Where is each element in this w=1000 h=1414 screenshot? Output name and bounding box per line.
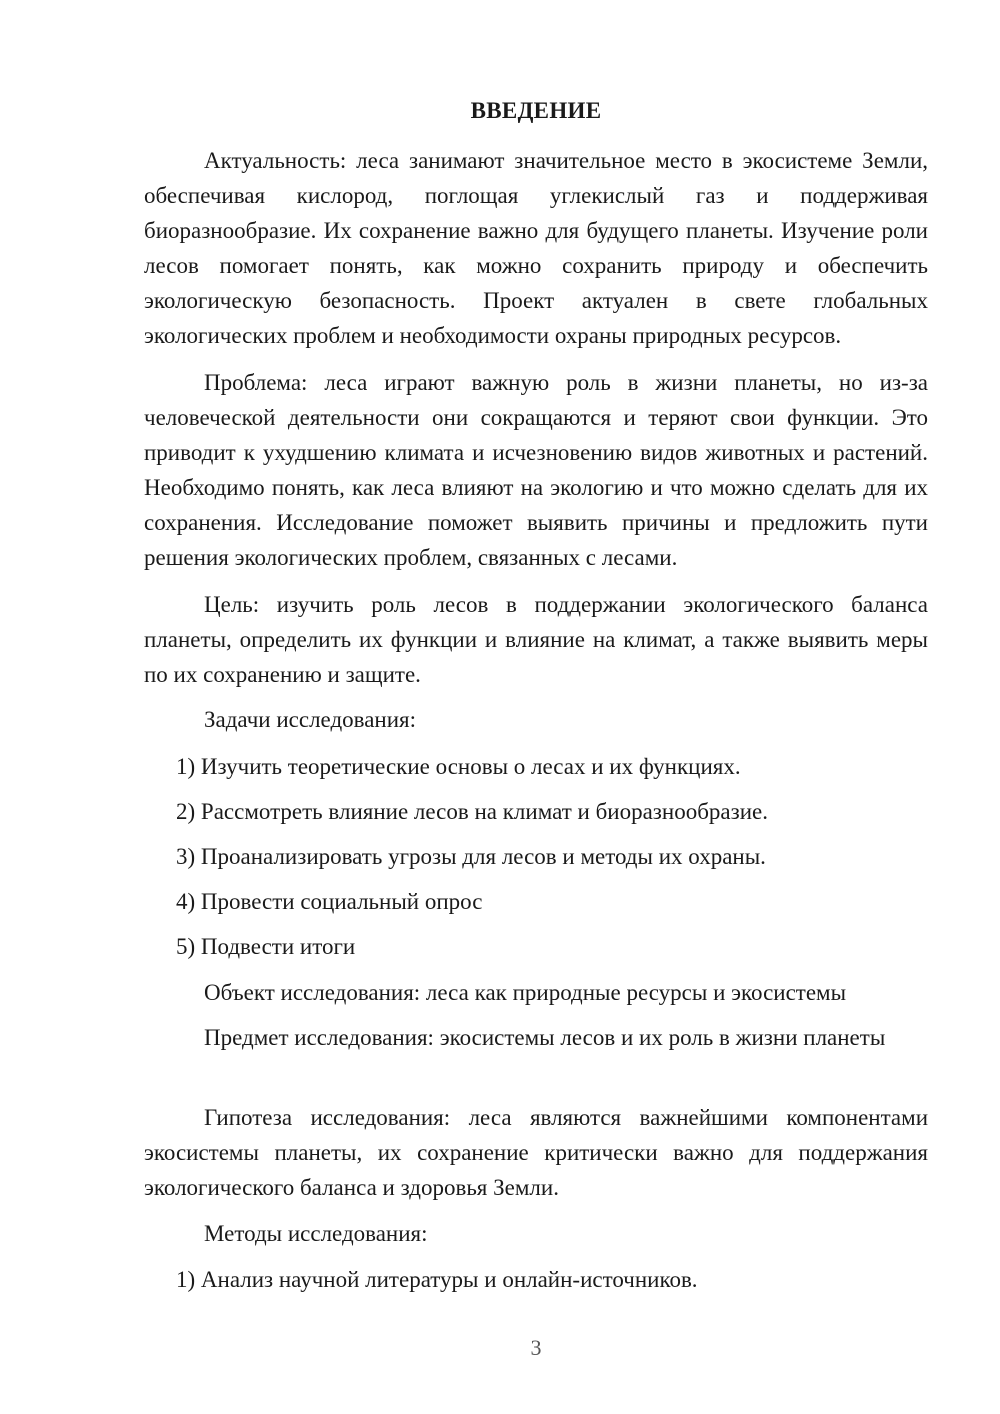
page-number: 3 [530, 1335, 542, 1360]
task-item-5: 5) Подвести итоги [176, 934, 356, 959]
hypothesis-paragraph: Гипотеза исследования: леса являются важнейшими компонентами экосистемы планеты, их сохранение критически важно для поддержания экологического баланса и здоровья Земли. [144, 1105, 928, 1200]
task-item-1: 1) Изучить теоретические основы о лесах и их функциях. [176, 754, 741, 779]
task-item-4: 4) Провести социальный опрос [176, 889, 483, 914]
method-item-1: 1) Анализ научной литературы и онлайн-источников. [176, 1267, 698, 1292]
section-heading: ВВЕДЕНИЕ [470, 98, 602, 123]
methods-heading: Методы исследования: [204, 1221, 428, 1246]
tasks-heading: Задачи исследования: [204, 707, 417, 732]
subject-paragraph: Предмет исследования: экосистемы лесов и их роль в жизни планеты [204, 1025, 886, 1050]
object-paragraph: Объект исследования: леса как природные ресурсы и экосистемы [204, 980, 847, 1005]
task-item-3: 3) Проанализировать угрозы для лесов и методы их охраны. [176, 844, 766, 869]
problem-paragraph: Проблема: леса играют важную роль в жизни планеты, но из-за человеческой деятельности они сокращаются и теряют свои функции. Это приводит к ухудшению климата и исчезновению видов животных и растений. Необходимо понять, как леса влияют на экологию и что можно сделать для их сохранения. Исследование поможет выявить причины и предложить пути решения экологических проблем, связанных с лесами. [144, 370, 928, 570]
goal-paragraph: Цель: изучить роль лесов в поддержании экологического баланса планеты, определить их функции и влияние на климат, а также выявить меры по их сохранению и защите. [144, 592, 928, 687]
task-item-2: 2) Рассмотреть влияние лесов на климат и биоразнообразие. [176, 799, 768, 824]
relevance-paragraph: Актуальность: леса занимают значительное место в экосистеме Земли, обеспечивая кислород, поглощая углекислый газ и поддерживая биоразнообразие. Их сохранение важно для будущего планеты. Изучение роли лесов помогает понять, как можно сохранить природу и обеспечить экологическую безопасность. Проект актуален в свете глобальных экологических проблем и необходимости охраны природных ресурсов. [144, 148, 928, 348]
